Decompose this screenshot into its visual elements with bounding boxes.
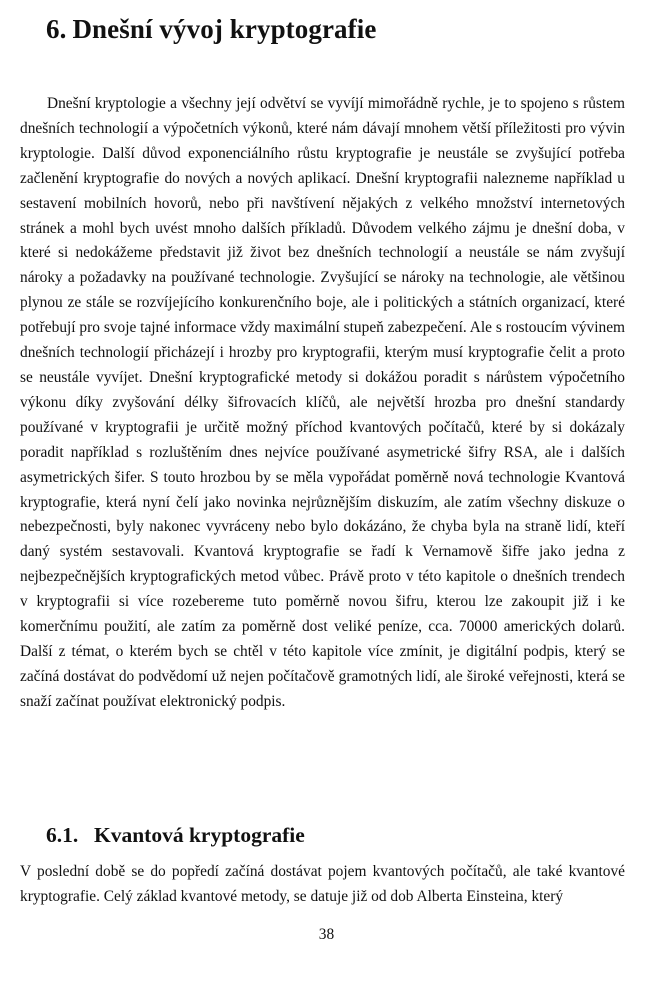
chapter-heading — [46, 14, 376, 45]
section-number: 6.1. — [46, 823, 79, 847]
intro-paragraph: Dnešní kryptologie a všechny její odvětví se vyvíjí mimořádně rychle, je to spojeno s růstem dnešních technologií a výpočetních výkonů, které nám dávají mnohem větší příležitosti pro vývin kryptologie. Další důvod exponenciálního růstu kryptografie je neustále se zvyšující potřeba začlenění kryptografie do nových a nových aplikací. Dnešní kryptografii nalezneme například u sestavení mobilních hovorů, nebo při navštívení nějakých z velkého množství internetových stránek a mohl bych uvést mnoho dalších příkladů. Důvodem velkého zájmu je dnešní doba, v které si nedokážeme představit již život bez dnešních technologií a neustále se nám zvyšují nároky a požadavky na používané technologie. Zvyšující se nároky na technologie, ale většinou plynou ze stále se rozvíjejícího konkurenčního boje, ale i politických a státních organizací, které potřebují pro svoje tajné informace vždy maximální stupeň zabezpečení. Ale s rostoucím vývinem dnešních technologií přicházejí i hrozby pro kryptografii, kterým musí kryptografie čelit a proto se neustále vyvíjet. Dnešní kryptografické metody si dokážou poradit s nárůstem výpočetního výkonu díky zvyšování délky šifrovacích klíčů, ale největší hrozba pro dnešní standardy používané v kryptografii je určitě možný příchod kvantových počítačů, které by si dokázaly poradit například s rozluštěním dnes nejvíce používané asymetrické šifry RSA, ale i dalších asymetrických šifer. S touto hrozbou by se měla vypořádat poměrně nová technologie Kvantová kryptografie, která nyní čelí jako novinka nejrůznějším diskuzím, ale zatím všechny diskuze o nebezpečnosti, byly nakonec vyvráceny nebo bylo dokázáno, že chyba byla na straně lidí, kteří daný systém sestavovali. Kvantová kryptografie se řadí k Vernamově šifře jako jedna z nejbezpečnějších kryptografických metod vůbec. Právě proto v této kapitole o dnešních trendech v kryptografii si více rozebereme tuto poměrně novou šifru, kterou lze zakoupit již i ke komerčnímu použití, ale zatím za poměrně dost veliké peníze, cca. 70000 amerických dolarů. Další z témat, o kterém bych se chtěl v této kapitole více zmínit, je digitální podpis, který se začíná dostávat do podvědomí už nejen počítačově gramotných lidí, ale široké veřejnosti, která se snaží začínat používat elektronický podpis. — [20, 95, 625, 710]
chapter-title: Dnešní vývoj kryptografie — [72, 14, 377, 44]
chapter-intro-text — [20, 92, 625, 715]
section-title: Kvantová kryptografie — [94, 823, 305, 847]
chapter-number: 6. — [46, 14, 67, 44]
section-paragraph: V poslední době se do popředí začíná dostávat pojem kvantových počítačů, ale také kvantové kryptografie. Celý základ kvantové metody, se datuje již od dob Alberta Einsteina, který — [20, 863, 625, 905]
section-heading — [46, 823, 305, 848]
section-text — [20, 860, 625, 910]
page-number: 38 — [318, 926, 335, 943]
